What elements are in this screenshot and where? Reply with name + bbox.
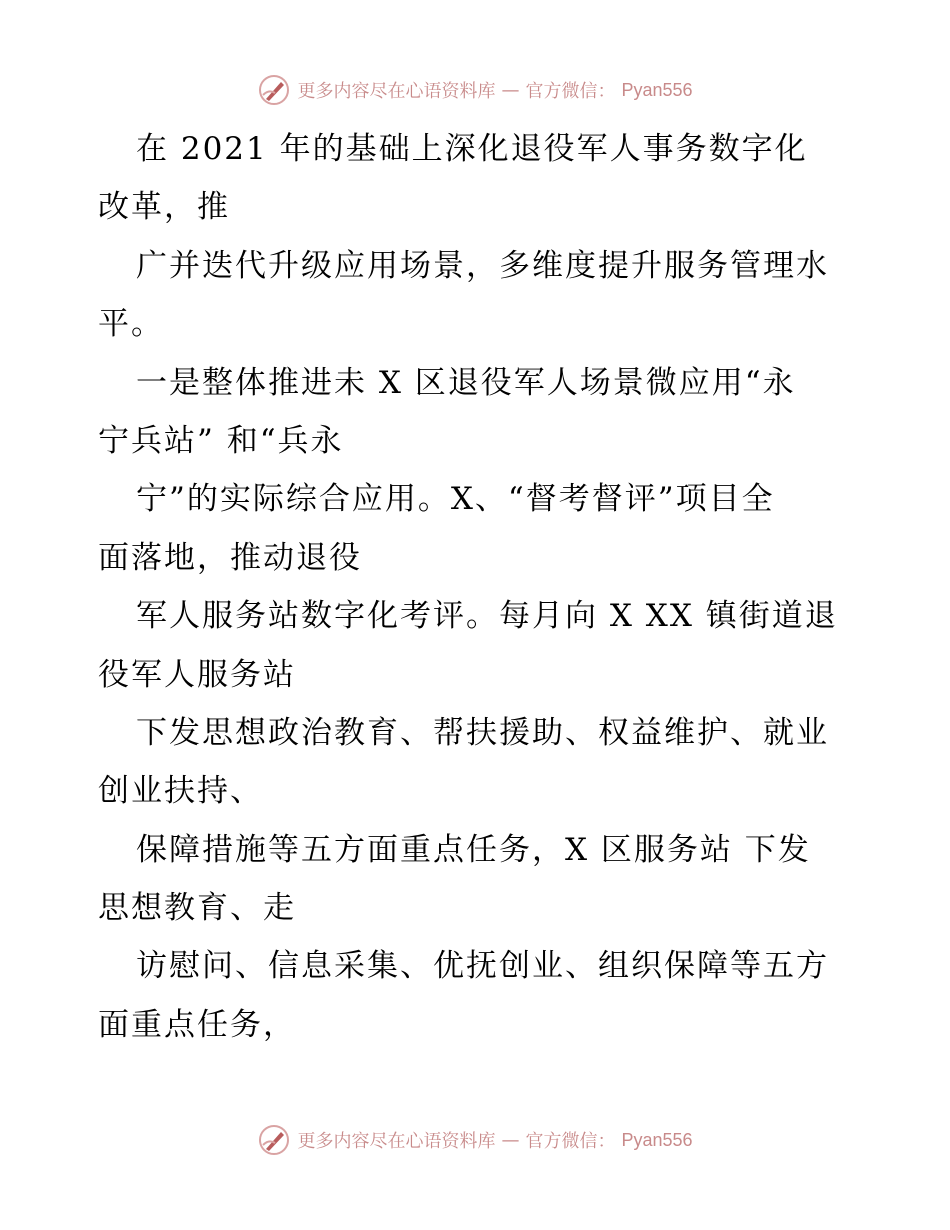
quill-pen-icon [257,73,291,107]
body-line: 广并迭代升级应用场景，多维度提升服务管理水 [136,247,829,284]
quill-pen-icon [257,1123,291,1157]
banner-main-text: 更多内容尽在心语资料库 [297,81,496,102]
body-line: 改革，推 [98,189,230,226]
body-line: 面落地，推动退役 [98,539,362,576]
banner-separator: — [501,79,520,101]
body-line: 宁”的实际综合应用。X、“督考督评”项目全 [136,481,775,518]
banner-wechat-label: 官方微信： [525,81,616,102]
body-line: 军人服务站数字化考评。每月向 X XX 镇街道退 [136,598,838,635]
body-line: 下发思想政治教育、帮扶援助、权益维护、就业 [136,714,829,751]
banner-wechat-label: 官方微信： [525,1131,616,1152]
header-banner [0,70,950,110]
document-body [98,120,858,1054]
footer-banner [0,1120,950,1160]
body-line: 保障措施等五方面重点任务，X 区服务站 下发 [136,831,811,868]
banner-wechat-id: Pyan556 [621,1129,693,1150]
body-line: 役军人服务站 [98,656,296,693]
body-line: 宁兵站” 和“兵永 [98,422,344,459]
body-line: 创业扶持、 [98,773,263,810]
body-line: 平。 [98,306,164,343]
body-line: 一是整体推进未 X 区退役军人场景微应用“永 [136,364,796,401]
body-line: 访慰问、信息采集、优抚创业、组织保障等五方 [136,948,829,985]
banner-main-text: 更多内容尽在心语资料库 [297,1131,496,1152]
body-line: 思想教育、走 [98,890,296,927]
body-line: 面重点任务， [98,1006,296,1043]
banner-wechat-id: Pyan556 [621,79,693,100]
body-line: 在 2021 年的基础上深化退役军人事务数字化 [136,131,808,167]
banner-separator: — [501,1129,520,1151]
